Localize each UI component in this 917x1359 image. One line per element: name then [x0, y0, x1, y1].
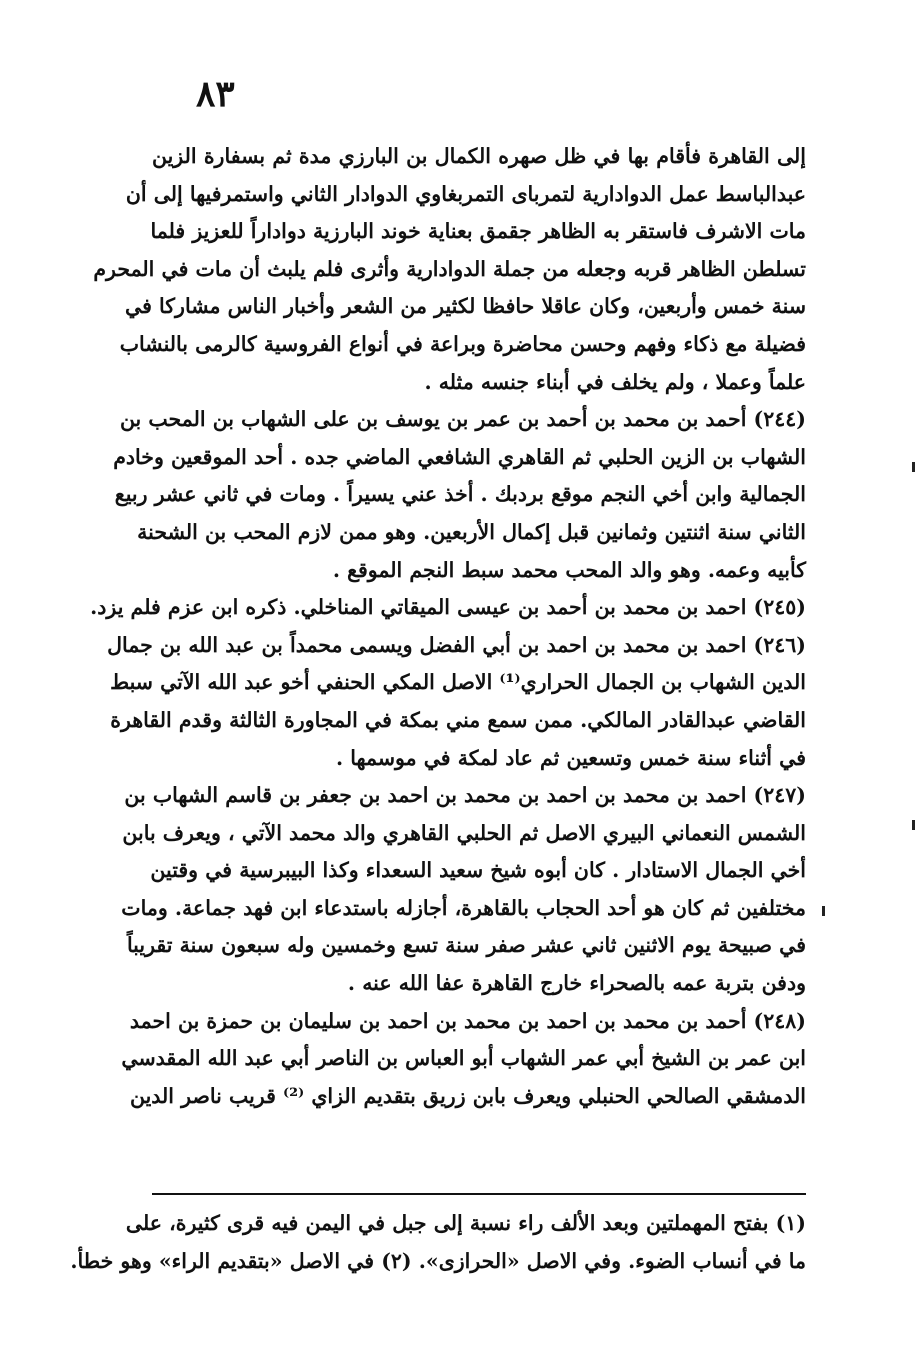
text-line: مات الاشرف فاستقر به الظاهر جقمق بعناية خوند البارزية دواداراً للعزيز فلما [150, 219, 806, 244]
text-line: سنة خمس وأربعين، وكان عاقلا حافظا لكثير من الشعر وأخبار الناس مشاركا في [125, 294, 806, 319]
text-line: كأبيه وعمه. وهو والد المحب محمد سبط النجم الموقع . [332, 557, 806, 582]
footnote-line: (١) بفتح المهملتين وبعد الألف راء نسبة إلى جبل في اليمن فيه قرى كثيرة، على [125, 1211, 806, 1235]
text-line: الشهاب بن الزين الحلبي ثم القاهري الشافعي الماضي جده . أحد الموقعين وخادم [113, 444, 806, 469]
text-line: تسلطن الظاهر قربه وجعله من جملة الدوادارية وأثرى فلم يلبث أن مات في المحرم [93, 256, 806, 281]
footnote-line: ما في أنساب الضوء. وفي الاصل «الحرازى». (٢) في الاصل «بتقديم الراء» وهو خطأ. [70, 1249, 806, 1273]
text-line: في صبيحة يوم الاثنين ثاني عشر صفر سنة تسع وخمسين وله سبعون سنة تقريباً [126, 933, 806, 958]
text-line: الشمس النعماني البيري الاصل ثم الحلبي القاهري والد محمد الآتي ، ويعرف بابن [122, 820, 806, 845]
text-line: الدين الشهاب بن الجمال الحراري⁽¹⁾ الاصل المكي الحنفي أخو عبد الله الآتي سبط [110, 670, 806, 695]
text-line: الجمالية وابن أخي النجم موقع بردبك . أخذ عني يسيراً . ومات في ثاني عشر ربيع [114, 482, 806, 507]
text-line: ابن عمر بن الشيخ أبي عمر الشهاب أبو العباس بن الناصر أبي عبد الله المقدسي [121, 1046, 806, 1071]
text-line: القاضي عبدالقادر المالكي. ممن سمع مني بمكة في المجاورة الثالثة وقدم القاهرة [110, 707, 806, 732]
text-line: الدمشقي الصالحي الحنبلي ويعرف بابن زريق بتقديم الزاي ⁽²⁾ قريب ناصر الدين [129, 1083, 806, 1108]
margin-mark [912, 462, 915, 472]
entry-245-line: (٢٤٥) احمد بن محمد بن أحمد بن عيسى الميقاتي المناخلي. ذكره ابن عزم فلم يزد. [90, 595, 806, 620]
footnote-divider [152, 1193, 806, 1195]
text-line: أخي الجمال الاستادار . كان أبوه شيخ سعيد السعداء وكذا البيبرسية في وقتين [150, 858, 806, 883]
text-line: ودفن بتربة عمه بالصحراء خارج القاهرة عفا الله عنه . [347, 971, 806, 996]
text-line: مختلفين ثم كان هو أحد الحجاب بالقاهرة، أجازله باستدعاء ابن فهد جماعة. ومات [121, 895, 806, 920]
entry-246-line: (٢٤٦) احمد بن محمد بن احمد بن أبي الفضل ويسمى محمداً بن عبد الله بن جمال [107, 632, 806, 657]
entry-247-line: (٢٤٧) احمد بن محمد بن احمد بن محمد بن احمد بن جعفر بن قاسم الشهاب بن [124, 783, 806, 808]
entry-244-line: (٢٤٤) أحمد بن محمد بن أحمد بن عمر بن يوسف بن على الشهاب بن المحب بن [119, 407, 806, 432]
main-text-block [90, 138, 806, 1115]
margin-mark [822, 906, 825, 916]
footnotes-block [70, 1204, 806, 1280]
text-line: علماً وعملا ، ولم يخلف في أبناء جنسه مثله . [424, 369, 806, 394]
text-line: الثاني سنة اثنتين وثمانين قبل إكمال الأربعين. وهو ممن لازم المحب بن الشحنة [137, 519, 806, 544]
entry-248-line: (٢٤٨) أحمد بن محمد بن احمد بن محمد بن احمد بن سليمان بن حمزة بن احمد [129, 1008, 806, 1033]
text-line: إلى القاهرة فأقام بها في ظل صهره الكمال بن البارزي مدة ثم بسفارة الزين [152, 144, 806, 168]
margin-mark [912, 820, 915, 830]
text-line: في أثناء سنة خمس وتسعين ثم عاد لمكة في موسمها . [336, 745, 806, 770]
text-line: عبدالباسط عمل الدوادارية لتمربای التمربغاوي الدوادار الثاني واستمرفيها إلى أن [125, 181, 806, 206]
page-number: ٨٣ [196, 73, 235, 115]
text-line: فضيلة مع ذكاء وفهم وحسن محاضرة وبراعة في أنواع الفروسية كالرمى بالنشاب [119, 331, 806, 356]
